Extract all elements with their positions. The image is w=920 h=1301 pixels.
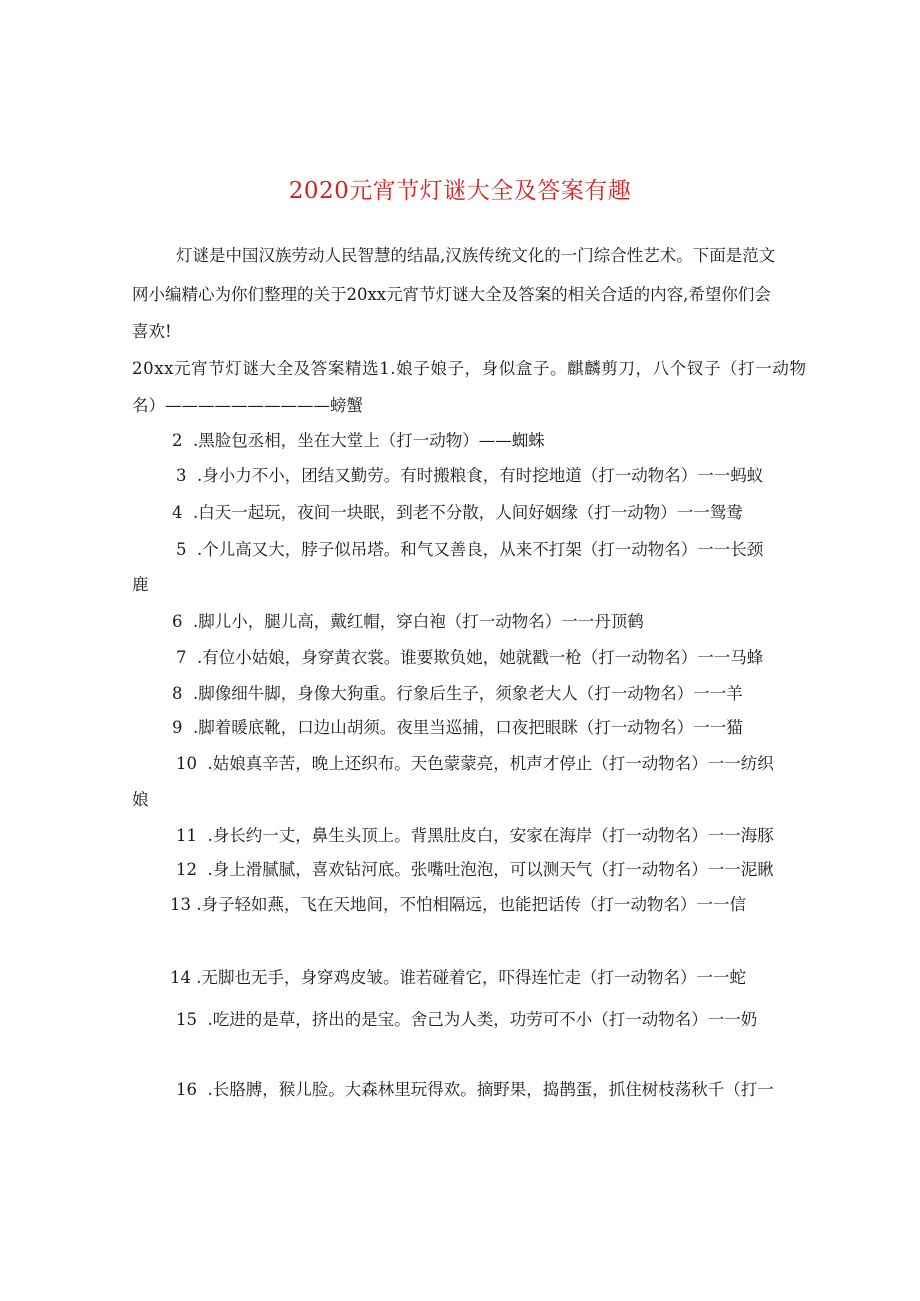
riddle-text: .身子轻如燕，飞在天地间，不怕相隔远，也能把话传（打一动物名）一一信 bbox=[196, 895, 746, 914]
page-title: 2020元宵节灯谜大全及答案有趣 bbox=[288, 178, 632, 204]
riddle-number: 14 bbox=[170, 968, 191, 987]
riddle-number: 6 bbox=[172, 612, 183, 631]
riddle-text: .身长约一丈，鼻生头顶上。背黑肚皮白，安家在海岸（打一动物名）一一海豚 bbox=[207, 826, 774, 845]
riddle-number: 7 bbox=[176, 648, 187, 667]
riddle-text: .脚着暖底靴，口边山胡须。夜里当巡捕，口夜把眼眯（打一动物名）一一猫 bbox=[193, 718, 743, 737]
riddle-number: 10 bbox=[176, 754, 197, 773]
riddle-text: .无脚也无手，身穿鸡皮皱。谁若碰着它，吓得连忙走（打一动物名）一一蛇 bbox=[196, 968, 746, 987]
riddle-text: .有位小姑娘，身穿黄衣裳。谁要欺负她，她就戳一枪（打一动物名）一一马蜂 bbox=[197, 648, 764, 667]
list-item bbox=[176, 1010, 757, 1030]
intro-line-2: 网小编精心为你们整理的关于20xx元宵节灯谜大全及答案的相关合适的内容,希望你们会 bbox=[132, 285, 771, 304]
riddle-continuation: 鹿 bbox=[132, 575, 149, 594]
riddle-text: .黑脸包丞相，坐在大堂上（打一动物）——蜘蛛 bbox=[193, 431, 545, 450]
riddle-continuation: 娘 bbox=[132, 790, 149, 809]
list-item bbox=[176, 826, 774, 846]
list-item bbox=[176, 466, 763, 486]
riddle-text: .白天一起玩，夜间一块眠，到老不分散，人间好姻缘（打一动物）一一鸳鸯 bbox=[193, 503, 743, 522]
list-item bbox=[172, 503, 743, 523]
riddle-text: .脚像细牛脚，身像大狗重。行象后生子，须象老大人（打一动物名）一一羊 bbox=[193, 684, 743, 703]
riddle-number: 13 bbox=[170, 895, 191, 914]
riddle-number: 5 bbox=[176, 540, 187, 559]
list-item bbox=[176, 540, 763, 560]
riddle-number: 9 bbox=[172, 718, 183, 737]
list-item bbox=[172, 612, 644, 632]
intro-line-1: 灯谜是中国汉族劳动人民智慧的结晶,汉族传统文化的一门综合性艺术。下面是范文 bbox=[176, 246, 776, 265]
riddle-text: .个儿高又大，脖子似吊塔。和气又善良，从来不打架（打一动物名）一一长颈 bbox=[197, 540, 764, 559]
riddle-number: 15 bbox=[176, 1010, 197, 1029]
list-item bbox=[172, 684, 743, 704]
list-item bbox=[170, 968, 746, 988]
riddle-text: .身上滑腻腻，喜欢钻河底。张嘴吐泡泡，可以测天气（打一动物名）一一泥瞅 bbox=[207, 860, 774, 879]
riddle-number: 12 bbox=[176, 860, 197, 879]
list-item bbox=[176, 860, 774, 880]
riddle-text: .长胳膊，猴儿脸。大森林里玩得欢。摘野果，捣鹊蛋，抓住树枝荡秋千（打一 bbox=[207, 1080, 774, 1099]
riddle-number: 3 bbox=[176, 466, 187, 485]
featured-line-2: 名）——————————螃蟹 bbox=[132, 396, 363, 415]
riddle-text: .脚儿小，腿儿高，戴红帽，穿白袍（打一动物名）一一丹顶鹤 bbox=[193, 612, 644, 631]
riddle-text: .姑娘真辛苦，晚上还织布。天色蒙蒙亮，机声才停止（打一动物名）一一纺织 bbox=[207, 754, 774, 773]
list-item bbox=[172, 431, 545, 451]
list-item bbox=[176, 1080, 774, 1100]
intro-line-3: 喜欢! bbox=[132, 322, 172, 341]
riddle-number: 16 bbox=[176, 1080, 197, 1099]
riddle-number: 2 bbox=[172, 431, 183, 450]
list-item bbox=[170, 895, 746, 915]
list-item bbox=[172, 718, 743, 738]
featured-line-1: 20xx元宵节灯谜大全及答案精选1.娘子娘子，身似盒子。麒麟剪刀，八个钗子（打一动物 bbox=[132, 359, 807, 378]
riddle-number: 4 bbox=[172, 503, 183, 522]
riddle-number: 8 bbox=[172, 684, 183, 703]
riddle-text: .吃进的是草，挤出的是宝。舍己为人类，功劳可不小（打一动物名）一一奶 bbox=[207, 1010, 758, 1029]
list-item bbox=[176, 648, 763, 668]
riddle-text: .身小力不小，团结又勤劳。有时搬粮食，有时挖地道（打一动物名）一一蚂蚁 bbox=[197, 466, 764, 485]
riddle-number: 11 bbox=[176, 826, 197, 845]
list-item bbox=[176, 754, 774, 774]
